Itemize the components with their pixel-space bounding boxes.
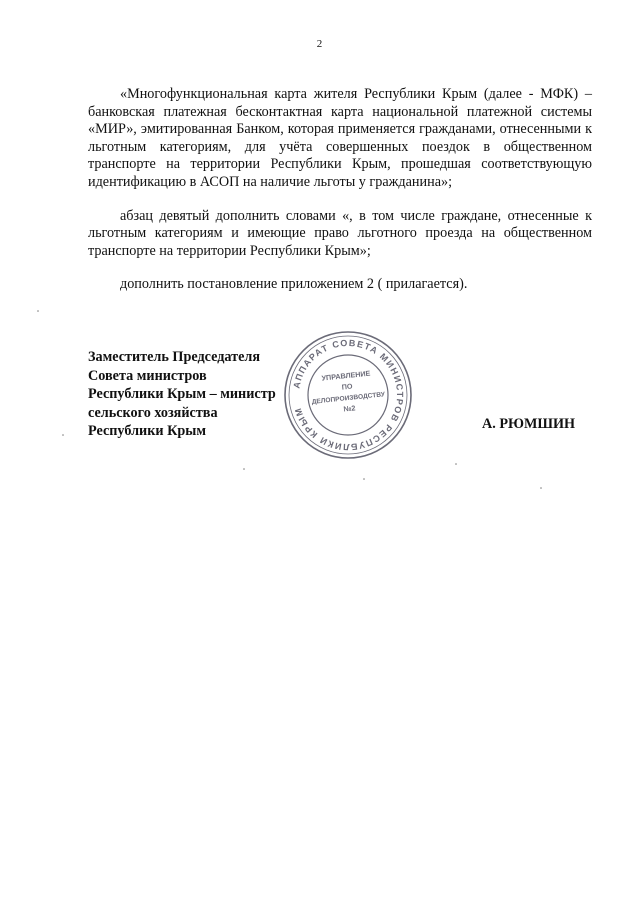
scan-speck bbox=[455, 463, 457, 465]
stamp-center-line: ДЕЛОПРОИЗВОДСТВУ bbox=[311, 391, 386, 406]
scan-speck bbox=[62, 434, 64, 436]
signature-block bbox=[88, 348, 276, 441]
scan-speck bbox=[540, 487, 542, 489]
scan-speck bbox=[363, 478, 365, 480]
stamp-ring-text: АППАРАТ СОВЕТА МИНИСТРОВ РЕСПУБЛИКИ КРЫМ bbox=[291, 337, 406, 453]
paragraph-appendix: дополнить постановление приложением 2 ( прилагается). bbox=[120, 276, 468, 293]
stamp-center-line: №2 bbox=[342, 403, 356, 414]
signer-name: А. РЮМШИН bbox=[482, 416, 576, 432]
scan-speck bbox=[37, 310, 39, 312]
signature-line: Республики Крым bbox=[88, 423, 207, 440]
signature-line: сельского хозяйства bbox=[88, 404, 218, 421]
official-stamp bbox=[283, 330, 413, 460]
stamp-center-line: УПРАВЛЕНИЕ bbox=[321, 368, 371, 383]
signature-line: Совета министров bbox=[88, 367, 207, 384]
paragraph-mfk-definition: «Многофункциональная карта жителя Республики Крым (далее - МФК) – банковская платежная бесконтактная карта национальной платежной системы «МИР», эмитированная Банком, которая применяется гражданами, отнесенными к льготным категориям, для учёта совершенных поездок в общественном транспорте на территории Республики Крым, прошедшая соответствующую идентификацию в АСОП на наличие льготы у гражданина»; bbox=[88, 86, 592, 190]
scan-speck bbox=[243, 468, 245, 470]
body-text bbox=[88, 86, 592, 294]
signature-line: Республики Крым – министр bbox=[88, 386, 276, 403]
stamp-seal bbox=[283, 330, 413, 460]
paragraph-ninth-addition: абзац девятый дополнить словами «, в том числе граждане, отнесенные к льготным категориям и имеющие право льготного проезда на общественном транспорте на территории Республики Крым»; bbox=[88, 207, 592, 259]
signature-line: Заместитель Председателя bbox=[88, 349, 261, 365]
stamp-center-line: ПО bbox=[341, 381, 353, 392]
page-number: 2 bbox=[316, 38, 323, 50]
